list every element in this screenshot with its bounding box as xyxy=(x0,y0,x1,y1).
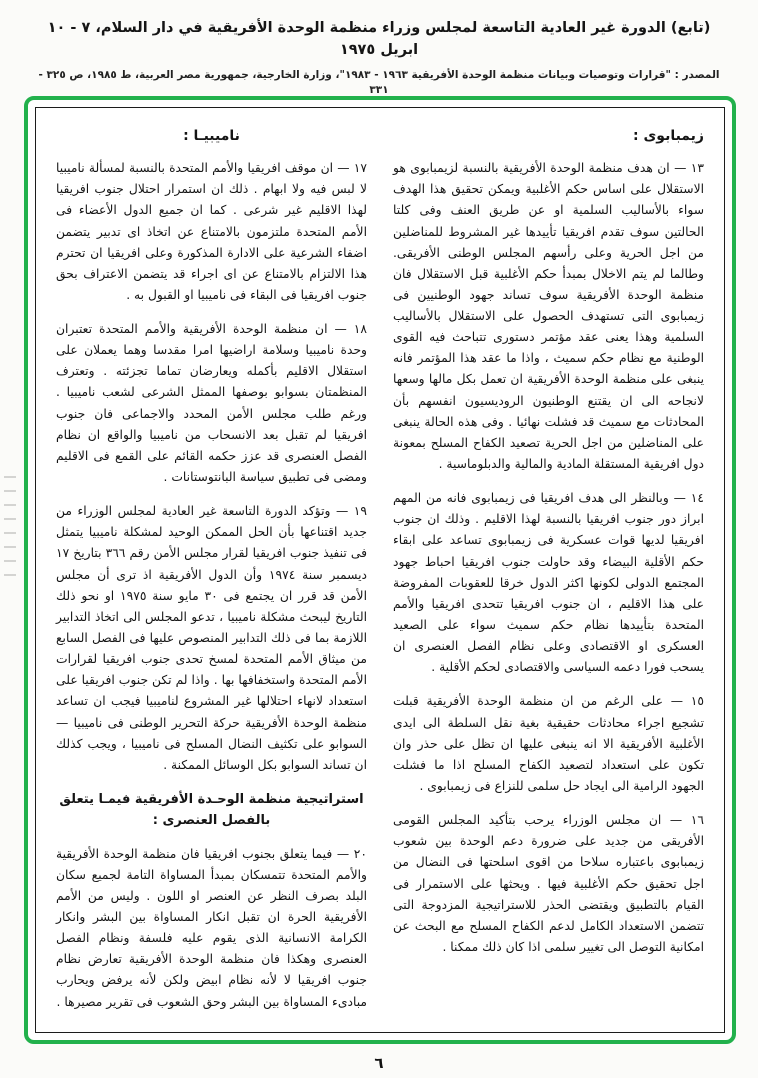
column-zimbabwe xyxy=(393,124,704,1022)
namibia-paragraph-20: ٢٠ — فيما يتعلق بجنوب افريقيا فان منظمة الوحدة الأفريقية والأمم المتحدة تتمسكان بمبدأ المساواة التامة لجميع سكان البلد بصرف النظر عن العنصر او اللون . وليس من الأمم الأفريقية الحرة ان تقبل انكار المساواة بين البشر وانكار الكرامة الانسانية الذى يقوم عليه فلسفة ونظام الفصل العنصرى وهكذا فان منظمة الوحدة الأفريقية تعارض نظام جنوب افريقيا لا لأنه نظام ابيض ولكن لأنه يرفض ويحارب مبادىء المساواة بين البشر وحق الشعوب فى تقرير مصيرها . xyxy=(56,846,367,1009)
page-number: ٦ xyxy=(374,1054,384,1072)
document-title: (تابع) الدورة غير العادية التاسعة لمجلس وزراء منظمة الوحدة الأفريقية في دار السلام، ٧ - ١٠ ابريل ١٩٧٥ xyxy=(47,20,711,58)
namibia-paragraph-18: ١٨ — ان منظمة الوحدة الأفريقية والأمم المتحدة تعتبران وحدة ناميبيا وسلامة اراضيها امرا مقدسا وهما يعملان على استقلال الاقليم بأكمله ويعارضان تماما تجزئته . وتعترف المنظمتان بسوابو بوصفها الممثل الشرعى لشعب ناميبيا . ورغم طلب مجلس الأمن المحدد والاجماعى فان جنوب افريقيا لم تقبل بعد الانسحاب من ناميبيا والواقع ان نظام الفصل العنصرى قد عزز حكمه القائم على القمع فى الاقليم ومضى فى تطبيق سياسة البانتوستانات . xyxy=(56,322,367,485)
zimbabwe-heading: زيمبابوى : xyxy=(632,128,704,144)
zimbabwe-paragraph-16: ١٦ — ان مجلس الوزراء يرحب بتأكيد المجلس القومى الأفريقى من جديد على ضرورة دعم الوحدة بين شعوب زيمبابوى باعتباره سلاحا من اقوى اسلحتها فى النضال من اجل تحقيق حكم الأغلبية فيها . ويحثها على الاستمرار فى القيام بالتطبيق ويقتضى الحذر للاستراتيجية المزدوجة التى تتضمن الاستعداد الكامل لدعم الكفاح المسلح مع البحث عن امكانية التوصل الى تغيير سلمى اذا كان ذلك ممكنا . xyxy=(393,813,704,954)
inner-frame xyxy=(35,107,725,1033)
namibia-paragraph-17: ١٧ — ان موقف افريقيا والأمم المتحدة بالنسبة لمسألة ناميبيا لا لبس فيه ولا ابهام . ذلك ان استمرار احتلال جنوب افريقيا لهذا الاقليم غير شرعى . كما ان جميع الدول الأعضاء فى الأمم المتحدة ملتزمون بالامتناع عن اتخاذ اى تدبير يتضمن اضفاء الشرعية على الادارة المذكورة وعلى افريقيا ان تحترم هذا الالتزام بالامتناع عن اى اجراء قد يتضمن الاعتراف بحق جنوب افريقيا فى البقاء فى ناميبيا او القبول به . xyxy=(56,161,367,302)
margin-mark xyxy=(4,470,16,580)
page-header xyxy=(30,18,728,99)
green-frame xyxy=(24,96,736,1044)
zimbabwe-paragraph-15: ١٥ — على الرغم من ان منظمة الوحدة الأفريقية قبلت تشجيع اجراء محادثات حقيقية بغية نقل السلطة الى ايدى الأغلبية الأفريقية الا انه ينبغى عليها ان تظل على حذر وان تكون على استعداد لتصعيد الكفاح المسلح اذا ما فشلت الجهود الرامية الى ايجاد حل سلمى للنزاع فى زيمبابوى . xyxy=(393,694,704,794)
source-citation: المصدر : "قرارات وتوصيات وبيانات منظمة الوحدة الأفريقية ١٩٦٣ - ١٩٨٣"، وزارة الخارجية، جمهورية مصر العربية، ط ١٩٨٥، ص ٣٢٥ - ٣٣١ xyxy=(38,68,720,97)
zimbabwe-paragraph-14: ١٤ — وبالنظر الى هدف افريقيا فى زيمبابوى فانه من المهم ابراز دور جنوب افريقيا بالنسبة لهذا الاقليم . وذلك ان جنوب افريقيا لديها قوات عسكرية فى زيمبابوى تساعد على ابقاء حكم الأقلية البيضاء وقد حاولت جنوب افريقيا احباط جهود المجتمع الدولى لكونها اكثر الدول خرقا للعقوبات المفروضة على هذا الاقليم ، ان جنوب افريقيا تتحدى افريقيا والأمم المتحدة بتأييدها نظام حكم سميث سواء على الصعيد العسكرى او الاقتصادى وعلى نظام الفصل العنصرى ان يسحب فورا دعمه السياسى والاقتصادى لحكم الأقلية . xyxy=(393,491,704,675)
namibia-paragraph-19: ١٩ — وتؤكد الدورة التاسعة غير العادية لمجلس الوزراء من جديد اقتناعها بأن الحل الممكن الوحيد لمشكلة ناميبيا يتمثل فى تنفيذ جنوب افريقيا لقرار مجلس الأمن رقم ٣٦٦ بتاريخ ١٧ ديسمبر سنة ١٩٧٤ وأن الدول الأفريقية اذ ترى أن مجلس الأمن قد قرر ان يجتمع فى ٣٠ مايو سنة ١٩٧٥ او نحو ذلك التاريخ ليبحث مشكلة ناميبيا ، تدعو المجلس الى اتخاذ التدابير اللازمة بما فى ذلك التدابير المنصوص عليها فى الفصل السابع من ميثاق الأمم المتحدة لمسخ تحدى جنوب افريقيا لقرارات الأمم المتحدة واستخفافها بها . واذا لم تكن جنوب افريقيا على استعداد لانهاء احتلالها غير المشروع لناميبيا فيجب ان تساعد منظمة الوحدة الأفريقية حركة التحرير الوطنى فى ناميبيا — السوابو على تكثيف النضال المسلح فى ناميبيا ، ويجب كذلك ان تساند السوابو بكل الوسائل الممكنة . xyxy=(56,504,367,772)
apartheid-strategy-subheading: استراتيجية منظمة الوحـدة الأفريقية فيمـا يتعلق بالفصل العنصرى : xyxy=(59,792,364,828)
two-column-body xyxy=(56,124,704,1022)
column-namibia xyxy=(56,124,367,1022)
zimbabwe-paragraph-13: ١٣ — ان هدف منظمة الوحدة الأفريقية بالنسبة لزيمبابوى هو الاستقلال على اساس حكم الأغلبية ويمكن تحقيق هذا الهدف سواء بالأساليب السلمية او عن طريق العنف وفى كلتا الحالتين سوف تقدم افريقيا تأييدها غير المشروط للمناضلين من اجل الحرية وعلى رأسهم المجلس الوطنى الأفريقى. وطالما لم يتم الاخلال بمبدأ حكم الأغلبية قبل الاستقلال فان منظمة الوحدة الأفريقية سوف تساند جهود الوطنيين فى زيمبابوى التى تستهدف الحصول على الاستقلال بالأساليب السلمية وهذا يعنى عقد مؤتمر دستورى تتباحث فيه القوى الوطنية مع نظام حكم سميث ، واذا ما عقد هذا المؤتمر فانه ينبغى على منظمة الوحدة الأفريقية ان تعمل بكل مالها وسعها لانجاحه الى ان يقتنع الوطنيون الروديسيون انفسهم بأن المحادثات مع سميث قد فشلت نهائيا . وفى هذه الحالة ينبغى على المناضلين من اجل الحرية تصعيد الكفاح المسلح بمعونة دول افريقية المستقلة المادية والمالية والدبلوماسية . xyxy=(393,161,704,472)
namibia-heading: ناميبيـا : xyxy=(183,128,240,144)
